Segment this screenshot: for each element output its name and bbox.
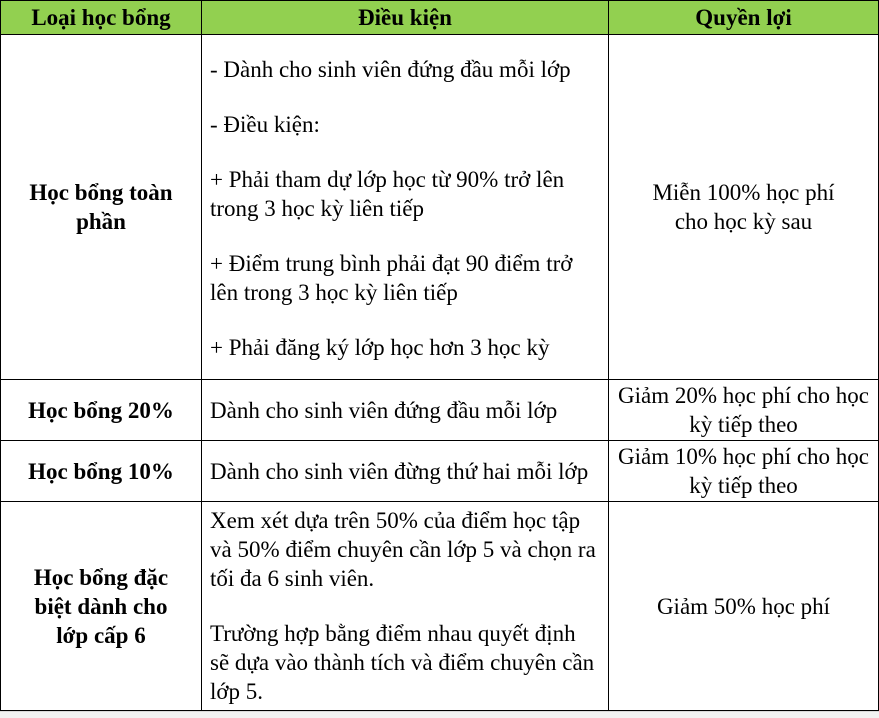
condition-line: + Phải đăng ký lớp học hơn 3 học kỳ [210,334,550,360]
header-type: Loại học bổng [1,1,202,35]
condition-cell [202,380,609,441]
scholarship-type: Học bổng đặc biệt dành cho lớp cấp 6 [33,564,169,648]
scholarship-type-cell [1,502,202,711]
benefit-text: Giảm 50% học phí [656,593,831,619]
header-benefit: Quyền lợi [609,1,879,35]
benefit-text: Giảm 10% học phí cho học kỳ tiếp theo [617,444,870,498]
condition-line: + Điểm trung bình phải đạt 90 điểm trở lên trong 3 học kỳ liên tiếp [210,250,573,305]
condition-line: Dành cho sinh viên đứng đầu mỗi lớp [210,397,558,423]
benefit-text: Giảm 20% học phí cho học kỳ tiếp theo [617,383,870,437]
condition-line: Dành cho sinh viên đừng thứ hai mỗi lớp [210,458,589,484]
condition-cell [202,35,609,380]
scholarship-type: Học bổng 10% [28,458,174,484]
scholarship-type-cell [1,441,202,502]
condition-cell [202,441,609,502]
scholarship-type-cell [1,35,202,380]
benefit-cell [609,441,879,502]
condition-line: - Dành cho sinh viên đứng đầu mỗi lớp [210,56,571,82]
benefit-cell [609,35,879,380]
condition-line: - Điều kiện: [210,111,320,137]
scholarship-type: Học bổng toàn phần [29,180,173,234]
table-row [1,380,879,441]
scholarship-type: Học bổng 20% [28,397,174,423]
condition-line: Trường hợp bằng điểm nhau quyết định sẽ dựa vào thành tích và điểm chuyên cần lớp 5. [210,621,595,704]
benefit-cell [609,502,879,711]
condition-line: Xem xét dựa trên 50% của điểm học tập và 50% điểm chuyên cần lớp 5 và chọn ra tối đa 6 sinh viên. [210,508,596,591]
scholarship-type-cell [1,380,202,441]
condition-cell [202,502,609,711]
table-row [1,441,879,502]
benefit-cell [609,380,879,441]
table-row [1,35,879,380]
header-condition: Điều kiện [202,1,609,35]
benefit-text: Miễn 100% học phí cho học kỳ sau [652,180,835,234]
table-row [1,502,879,711]
condition-line: + Phải tham dự lớp học từ 90% trở lên trong 3 học kỳ liên tiếp [210,166,565,221]
header-row [1,1,879,35]
